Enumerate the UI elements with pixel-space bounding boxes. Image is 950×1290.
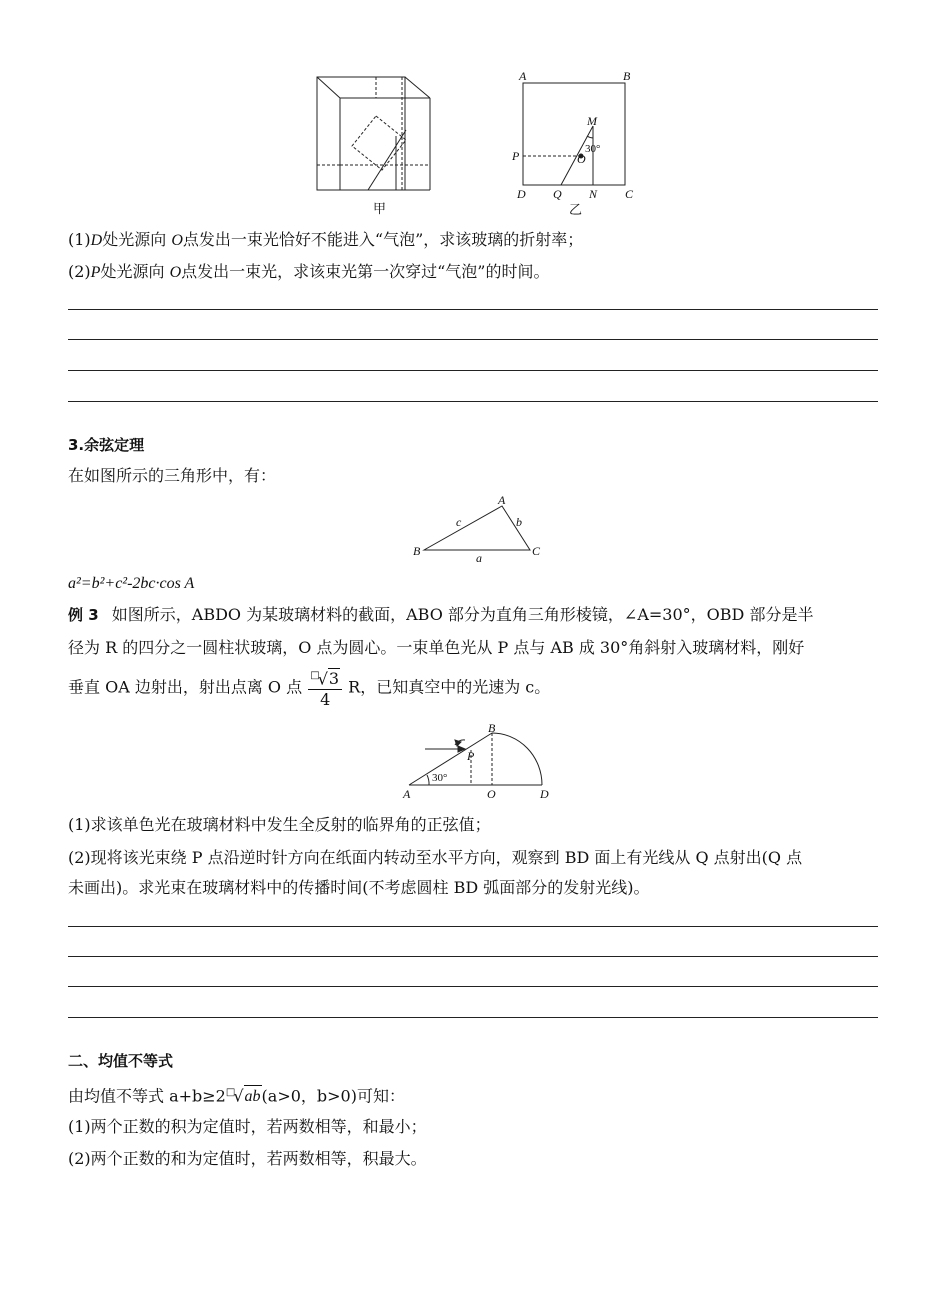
- answer-line: [68, 401, 878, 402]
- q1-point2: O: [171, 232, 183, 249]
- section-two-heading: 二、均值不等式: [68, 1052, 174, 1070]
- q2-text1: 处光源向: [100, 262, 165, 281]
- ex3-label-B: B: [488, 721, 496, 735]
- angle-label: 30°: [585, 143, 601, 155]
- q2-point2: O: [169, 264, 182, 281]
- example3-line2: 径为 R 的四分之一圆柱状玻璃，O 点为圆心。一束单色光从 P 点与 AB 成 30°角斜射入玻璃材料，刚好: [68, 638, 805, 657]
- example3-text1: 如图所示，ABDO 为某玻璃材料的截面，ABO 部分为直角三角形棱镜，∠A=30°，OBD 部分是半: [111, 605, 814, 624]
- section-3-intro: 在如图所示的三角形中，有：: [68, 466, 277, 485]
- label-M: M: [587, 114, 597, 128]
- answer-line: [68, 926, 878, 927]
- tri-label-a: a: [476, 551, 482, 565]
- ex3-label-D: D: [540, 787, 549, 801]
- tri-label-C: C: [532, 544, 541, 558]
- label-C: C: [625, 187, 634, 201]
- answer-line: [68, 1017, 878, 1018]
- answer-line: [68, 339, 878, 340]
- answer-line: [68, 956, 878, 957]
- inequality-radicand: ab: [244, 1085, 262, 1108]
- question-1: [68, 229, 583, 252]
- ex3-angle: 30°: [432, 772, 448, 784]
- q1-text1: 处光源向: [102, 230, 167, 249]
- ex3-label-O: O: [487, 787, 496, 801]
- figure-yi-caption: 乙: [569, 203, 583, 218]
- q2-num: (2): [68, 262, 91, 281]
- label-A: A: [519, 69, 527, 83]
- tri-label-c: c: [456, 515, 462, 529]
- example3-figure: [395, 722, 560, 804]
- inequality-text-a: 由均值不等式 a+b≥2: [68, 1086, 226, 1106]
- label-O: O: [577, 152, 586, 166]
- tri-label-b: b: [516, 515, 522, 529]
- example3-q1: (1)求该单色光在玻璃材料中发生全反射的临界角的正弦值；: [68, 815, 491, 834]
- example3-q2-line1: (2)现将该光束绕 P 点沿逆时针方向在纸面内转动至水平方向，观察到 BD 面上有光线从 Q 点射出(Q 点: [68, 848, 803, 867]
- section-3-heading: 3.余弦定理: [68, 436, 145, 454]
- example3-q2-line2: 未画出)。求光束在玻璃材料中的传播时间(不考虑圆柱 BD 弧面部分的发射光线)。: [68, 878, 650, 897]
- example3-line3: [68, 666, 550, 710]
- question-2: [68, 261, 550, 284]
- inequality-item-2: (2)两个正数的和为定值时，若两数相等，积最大。: [68, 1149, 427, 1168]
- example3-label: 例 3: [68, 606, 99, 624]
- example3-text3b: R，已知真空中的光速为 c。: [348, 677, 551, 697]
- q1-text2: 点发出一束光恰好不能进入“气泡”，求该玻璃的折射率；: [182, 230, 584, 249]
- tri-label-A: A: [498, 493, 506, 507]
- answer-line: [68, 309, 878, 310]
- figure-jia: [310, 70, 440, 220]
- label-P: P: [512, 149, 520, 163]
- ex3-label-A: A: [403, 787, 411, 801]
- q2-text2: 点发出一束光，求该束光第一次穿过“气泡”的时间。: [181, 262, 550, 281]
- answer-line: [68, 370, 878, 371]
- q1-num: (1): [68, 230, 91, 249]
- cosine-formula: a²=b²+c²-2bc·cos A: [68, 575, 195, 592]
- figure-yi: [505, 66, 650, 216]
- answer-line: [68, 986, 878, 987]
- triangle-figure: [410, 492, 550, 567]
- q2-point1: P: [90, 264, 101, 281]
- label-B: B: [623, 69, 631, 83]
- q1-point1: D: [90, 232, 103, 249]
- inequality-item-1: (1)两个正数的积为定值时，若两数相等，和最小；: [68, 1117, 427, 1136]
- fraction-sqrt3-over-4: $\frac{^□√3}{4}$: [308, 666, 342, 710]
- ex3-label-P: P: [467, 749, 475, 763]
- frac-denominator: 4: [320, 690, 331, 710]
- tri-label-B: B: [413, 544, 421, 558]
- figure-jia-caption: 甲: [373, 202, 387, 217]
- frac-numerator: 3: [328, 669, 340, 689]
- label-N: N: [589, 187, 598, 201]
- inequality-intro: 由均值不等式 a+b≥2□√ab(a>0，b>0)可知：: [68, 1082, 405, 1108]
- example3-line1: [68, 604, 813, 626]
- label-Q: Q: [553, 187, 562, 201]
- inequality-text-b: (a>0，b>0)可知：: [261, 1086, 405, 1106]
- label-D: D: [517, 187, 526, 201]
- example3-text3a: 垂直 OA 边射出，射出点离 O 点: [68, 677, 303, 697]
